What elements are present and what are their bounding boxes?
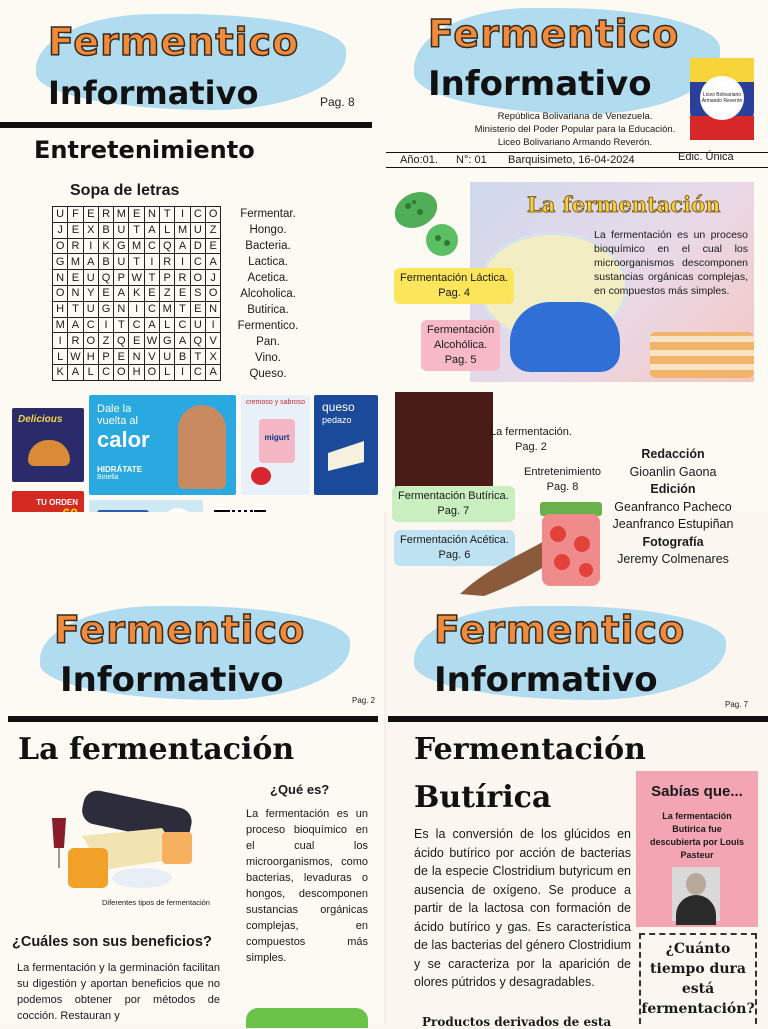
meta-line: República Bolivariana de Venezuela.	[497, 111, 653, 122]
grid-cell[interactable]: X	[205, 349, 220, 365]
grid-cell[interactable]: A	[175, 238, 190, 254]
grid-cell[interactable]: N	[53, 270, 68, 286]
grid-cell[interactable]: N	[144, 207, 159, 223]
ad-queso[interactable]	[314, 395, 378, 495]
word-search-grid[interactable]	[52, 206, 221, 381]
grid-cell[interactable]: N	[114, 301, 129, 317]
grid-cell[interactable]: A	[205, 254, 220, 270]
grid-cell[interactable]: H	[129, 364, 144, 380]
grid-cell[interactable]: M	[129, 238, 144, 254]
ad-calor[interactable]	[89, 395, 236, 495]
grid-cell[interactable]: O	[205, 285, 220, 301]
grid-row	[53, 254, 221, 270]
sabias-title: Sabías que...	[651, 783, 743, 800]
credits-block	[598, 446, 748, 569]
model-figure-icon	[178, 405, 226, 489]
ad-yogurt-brand: migurt	[259, 419, 295, 463]
grid-cell[interactable]: O	[83, 333, 98, 349]
grid-cell[interactable]: I	[175, 207, 190, 223]
grid-cell[interactable]: V	[144, 349, 159, 365]
grid-cell[interactable]: P	[114, 270, 129, 286]
grid-row	[53, 349, 221, 365]
grid-cell[interactable]: G	[114, 238, 129, 254]
grid-cell[interactable]: C	[175, 317, 190, 333]
grid-row	[53, 285, 221, 301]
grid-cell[interactable]: M	[175, 222, 190, 238]
section-title: Entretenimiento	[34, 136, 255, 164]
brand-subtitle-q4: Informativo	[434, 660, 658, 700]
page-number: Pag. 2	[352, 696, 376, 705]
grid-cell[interactable]: I	[205, 317, 220, 333]
word-list-item: Hongo.	[249, 224, 287, 236]
grid-cell[interactable]: D	[190, 238, 205, 254]
sabias-text: La fermentación Butírica fue descubierta por Louis Pasteur	[649, 811, 745, 860]
grid-cell[interactable]: L	[83, 364, 98, 380]
grid-cell[interactable]: E	[190, 301, 205, 317]
grid-cell[interactable]: L	[160, 364, 175, 380]
grid-cell[interactable]: Z	[205, 222, 220, 238]
grid-cell[interactable]: W	[144, 333, 159, 349]
brand-subtitle: Informativo	[48, 74, 259, 112]
word-list-item: Lactica.	[248, 256, 288, 268]
brand-title: Fermentico	[428, 12, 680, 56]
grid-cell[interactable]: M	[53, 317, 68, 333]
page-number: Pag. 8	[320, 95, 355, 109]
ad-calor-text1: Dale la vuelta al	[97, 403, 138, 427]
brand-title: Fermentico	[54, 608, 306, 652]
article-body: Es la conversión de los glúcidos en ácido butírico por acción de bacterias de la especie Clostridium butyricum en ausencia de oxígeno. Se produce a partir de la lactosa con formación de ácido butírico y gas. Es característica de las bacterias del género Clostridium y se caracteriza por la aparición de olores pútridos y desagradables.	[414, 827, 631, 989]
tag-entretenimiento[interactable]: Entretenimiento Pag. 8	[524, 466, 602, 493]
green-badge	[246, 1008, 368, 1028]
grid-cell[interactable]: I	[83, 238, 98, 254]
grid-cell[interactable]: G	[160, 333, 175, 349]
header-rule	[0, 122, 372, 128]
grid-cell[interactable]: A	[68, 364, 83, 380]
issue-year: Año:01.	[400, 154, 438, 166]
meta-line: Ministerio del Poder Popular para la Educación.	[474, 124, 676, 135]
fermented-foods-image	[12, 778, 232, 896]
ad-calor-text4: Botella	[97, 474, 119, 481]
grid-cell[interactable]: S	[190, 285, 205, 301]
grid-cell[interactable]: K	[53, 364, 68, 380]
grid-cell[interactable]: E	[98, 285, 113, 301]
tag-fermentacion-alcoholica[interactable]: Fermentación Alcohólica. Pag. 5	[421, 320, 500, 371]
grid-cell[interactable]: B	[98, 222, 113, 238]
grid-cell[interactable]: H	[53, 301, 68, 317]
products-heading-cut: Productos derivados de esta	[422, 1015, 612, 1029]
hero-text: La fermentación es un proceso bioquímico en el cual los microorganismos descomponen sustancias orgánicas complejas, en compuestos más simples.	[594, 229, 748, 297]
header-rule-q4	[388, 716, 768, 722]
grid-cell[interactable]: N	[205, 301, 220, 317]
grid-cell[interactable]: T	[190, 349, 205, 365]
cuanto-tiempo-box: ¿Cuánto tiempo dura está fermentación?	[639, 933, 757, 1024]
credit-role: Redacción	[641, 447, 705, 461]
grid-cell[interactable]: W	[68, 349, 83, 365]
ad-yogurt[interactable]	[241, 395, 310, 495]
grid-cell[interactable]: X	[83, 222, 98, 238]
grid-cell[interactable]: E	[129, 333, 144, 349]
strawberry-icon	[251, 467, 271, 485]
grid-cell[interactable]: N	[68, 285, 83, 301]
word-list-item: Fermentico.	[237, 320, 299, 332]
petri-stack-icon	[650, 332, 754, 378]
grid-cell[interactable]: L	[53, 349, 68, 365]
tag-fermentacion-butirica[interactable]: Fermentación Butírica. Pag. 7	[392, 486, 515, 522]
ad-orden-text: TU ORDEN	[36, 498, 78, 507]
grid-row	[53, 364, 221, 380]
grid-cell[interactable]: C	[144, 301, 159, 317]
credit-name: Jeanfranco Estupiñan	[612, 517, 734, 531]
page-number-q4: Pag. 7	[725, 700, 749, 709]
grid-cell[interactable]: E	[114, 349, 129, 365]
ad-queso-text: queso pedazo	[322, 400, 355, 425]
brand-title: Fermentico	[48, 20, 300, 64]
grid-cell[interactable]: R	[68, 333, 83, 349]
grid-cell[interactable]: E	[175, 285, 190, 301]
grid-cell[interactable]: M	[160, 301, 175, 317]
word-list-item: Queso.	[249, 368, 287, 380]
grid-cell[interactable]: G	[98, 301, 113, 317]
grid-cell[interactable]: O	[144, 364, 159, 380]
tag-la-fermentacion[interactable]: La fermentación. Pag. 2	[490, 426, 572, 453]
issue-edition: Edic. Única	[678, 151, 734, 163]
grid-cell[interactable]: C	[190, 207, 205, 223]
grid-cell[interactable]: F	[68, 207, 83, 223]
grid-cell[interactable]: T	[129, 254, 144, 270]
tag-fermentacion-acetica[interactable]: Fermentación Acética. Pag. 6	[394, 530, 515, 566]
grid-cell[interactable]: C	[129, 317, 144, 333]
header-rule	[8, 716, 378, 722]
article-title-l2: Butírica	[414, 780, 552, 815]
grid-cell[interactable]: O	[205, 207, 220, 223]
grid-cell[interactable]: M	[68, 254, 83, 270]
que-es-heading: ¿Qué es?	[270, 782, 330, 797]
word-list	[230, 206, 306, 382]
ad-calor-text2: calor	[97, 427, 150, 452]
grid-cell[interactable]: U	[83, 270, 98, 286]
grid-cell[interactable]: Q	[160, 238, 175, 254]
grid-cell[interactable]: T	[129, 222, 144, 238]
grid-cell[interactable]: I	[175, 254, 190, 270]
grid-cell[interactable]: K	[129, 285, 144, 301]
grid-cell[interactable]: W	[129, 270, 144, 286]
grid-cell[interactable]: V	[205, 333, 220, 349]
glove-hand-icon	[510, 302, 620, 372]
ad-delicious-text: Delicious	[18, 414, 63, 425]
grid-cell[interactable]: A	[83, 254, 98, 270]
grid-cell[interactable]: R	[175, 270, 190, 286]
institution-info	[460, 110, 690, 149]
grid-row	[53, 238, 221, 254]
word-list-item: Acetica.	[247, 272, 289, 284]
tag-fermentacion-lactica[interactable]: Fermentación Láctica. Pag. 4	[394, 268, 514, 304]
credit-name: Jeremy Colmenares	[617, 552, 729, 566]
word-list-item: Pan.	[256, 336, 280, 348]
grid-cell[interactable]: N	[129, 349, 144, 365]
beneficios-text: La fermentación y la germinación facilitan su digestión y aportan beneficios que no podemos obtener por métodos de cocción. Restauran y	[17, 962, 220, 1022]
grid-cell[interactable]: U	[114, 254, 129, 270]
ad-calor-text3: HIDRÁTATE	[97, 465, 143, 474]
school-crest-icon	[690, 58, 754, 140]
word-list-item: Alcoholica.	[240, 288, 296, 300]
grid-cell[interactable]: G	[53, 254, 68, 270]
grid-cell[interactable]: I	[53, 333, 68, 349]
grid-row	[53, 301, 221, 317]
grid-cell[interactable]: O	[190, 270, 205, 286]
louis-pasteur-portrait	[672, 867, 720, 921]
grid-cell[interactable]: A	[68, 317, 83, 333]
grid-cell[interactable]: M	[114, 207, 129, 223]
grid-cell[interactable]: J	[53, 222, 68, 238]
grid-cell[interactable]: O	[114, 364, 129, 380]
sabias-que-box	[636, 771, 758, 927]
grid-row	[53, 317, 221, 333]
ad-delicious[interactable]	[12, 408, 84, 482]
grid-cell[interactable]: K	[98, 238, 113, 254]
grid-cell[interactable]: H	[83, 349, 98, 365]
issue-place-date: Barquisimeto, 16-04-2024	[508, 154, 635, 166]
credit-name: Geanfranco Pacheco	[614, 499, 732, 514]
crest-text: Liceo Bolivariano Armando Reverón	[700, 76, 744, 120]
grid-cell[interactable]: U	[114, 222, 129, 238]
burger-icon	[28, 440, 70, 466]
word-list-item: Vino.	[254, 352, 281, 364]
grid-row	[53, 333, 221, 349]
grid-row	[53, 270, 221, 286]
grid-cell[interactable]: O	[53, 238, 68, 254]
jar-icon	[460, 496, 608, 596]
grid-cell[interactable]: E	[144, 285, 159, 301]
grid-row	[53, 222, 221, 238]
grid-cell[interactable]: Z	[160, 285, 175, 301]
grid-cell[interactable]: C	[190, 364, 205, 380]
grid-cell[interactable]: T	[114, 317, 129, 333]
hero-title: La fermentación	[527, 192, 721, 217]
grid-cell[interactable]: E	[83, 207, 98, 223]
grid-cell[interactable]: P	[98, 349, 113, 365]
word-list-item: Butirica.	[247, 304, 289, 316]
issue-info-row	[386, 152, 768, 168]
beneficios-heading: ¿Cuáles son sus beneficios?	[12, 934, 212, 950]
image-caption: Diferentes tipos de fermentación	[102, 898, 210, 907]
grid-row	[53, 207, 221, 223]
grid-cell[interactable]: B	[98, 254, 113, 270]
grid-cell[interactable]: T	[160, 207, 175, 223]
grid-cell[interactable]: U	[190, 317, 205, 333]
grid-cell[interactable]: I	[144, 254, 159, 270]
grid-cell[interactable]: T	[175, 301, 190, 317]
grid-cell[interactable]: U	[190, 222, 205, 238]
credit-role: Edición	[650, 482, 696, 496]
bacteria-icon	[384, 182, 466, 262]
page-8-entretenimiento	[0, 0, 384, 512]
grid-cell[interactable]: E	[129, 207, 144, 223]
grid-cell[interactable]: I	[175, 364, 190, 380]
grid-cell[interactable]: U	[53, 207, 68, 223]
grid-cell[interactable]: T	[68, 301, 83, 317]
grid-cell[interactable]: C	[98, 364, 113, 380]
brand-title-q4: Fermentico	[434, 608, 686, 652]
word-list-item: Bacteria.	[245, 240, 291, 252]
grid-cell[interactable]: C	[190, 254, 205, 270]
grid-cell[interactable]: R	[98, 207, 113, 223]
grid-cell[interactable]: R	[68, 238, 83, 254]
meta-line: Liceo Bolivariano Armando Reverón.	[497, 137, 653, 148]
grid-cell[interactable]: U	[83, 301, 98, 317]
article-title-l1: Fermentación	[414, 732, 646, 767]
grid-cell[interactable]: E	[68, 270, 83, 286]
grid-cell[interactable]: O	[53, 285, 68, 301]
grid-cell[interactable]: A	[205, 364, 220, 380]
grid-cell[interactable]: U	[160, 349, 175, 365]
grid-cell[interactable]: R	[160, 254, 175, 270]
grid-cell[interactable]: Q	[98, 270, 113, 286]
grid-cell[interactable]: B	[175, 349, 190, 365]
grid-cell[interactable]: A	[144, 222, 159, 238]
credit-name: Gioanlin Gaona	[629, 464, 717, 479]
grid-cell[interactable]: P	[160, 270, 175, 286]
grid-cell[interactable]: C	[144, 238, 159, 254]
grid-cell[interactable]: Q	[190, 333, 205, 349]
grid-cell[interactable]: A	[114, 285, 129, 301]
grid-cell[interactable]: Y	[83, 285, 98, 301]
que-es-text: La fermentación es un proceso bioquímico en el cual los microorganismos, como bacterias, levaduras o hongos, descomponen sustancias orgánicas complejas, en compuestos más simples.	[246, 808, 368, 964]
grid-cell[interactable]: Z	[98, 333, 113, 349]
grid-cell[interactable]: T	[144, 270, 159, 286]
brand-subtitle: Informativo	[428, 64, 652, 104]
brand-subtitle: Informativo	[60, 660, 284, 700]
credit-role: Fotografía	[642, 534, 704, 549]
grid-cell[interactable]: Q	[114, 333, 129, 349]
issue-number: N°: 01	[456, 154, 487, 166]
cheese-icon	[328, 441, 364, 471]
grid-cell[interactable]: I	[98, 317, 113, 333]
grid-cell[interactable]: C	[83, 317, 98, 333]
grid-cell[interactable]: A	[144, 317, 159, 333]
grid-cell[interactable]: J	[205, 270, 220, 286]
grid-cell[interactable]: L	[160, 222, 175, 238]
wine-cheese-bread-icon	[12, 778, 232, 896]
article-title: La fermentación	[18, 732, 295, 767]
grid-cell[interactable]: L	[160, 317, 175, 333]
ad-yogurt-text1: cremoso y sabroso	[245, 399, 306, 406]
grid-cell[interactable]: E	[68, 222, 83, 238]
grid-cell[interactable]: I	[129, 301, 144, 317]
puzzle-title: Sopa de letras	[70, 182, 180, 199]
word-list-item: Fermentar.	[240, 208, 296, 220]
grid-cell[interactable]: A	[175, 333, 190, 349]
grid-cell[interactable]: E	[205, 238, 220, 254]
dark-photo	[395, 392, 493, 488]
